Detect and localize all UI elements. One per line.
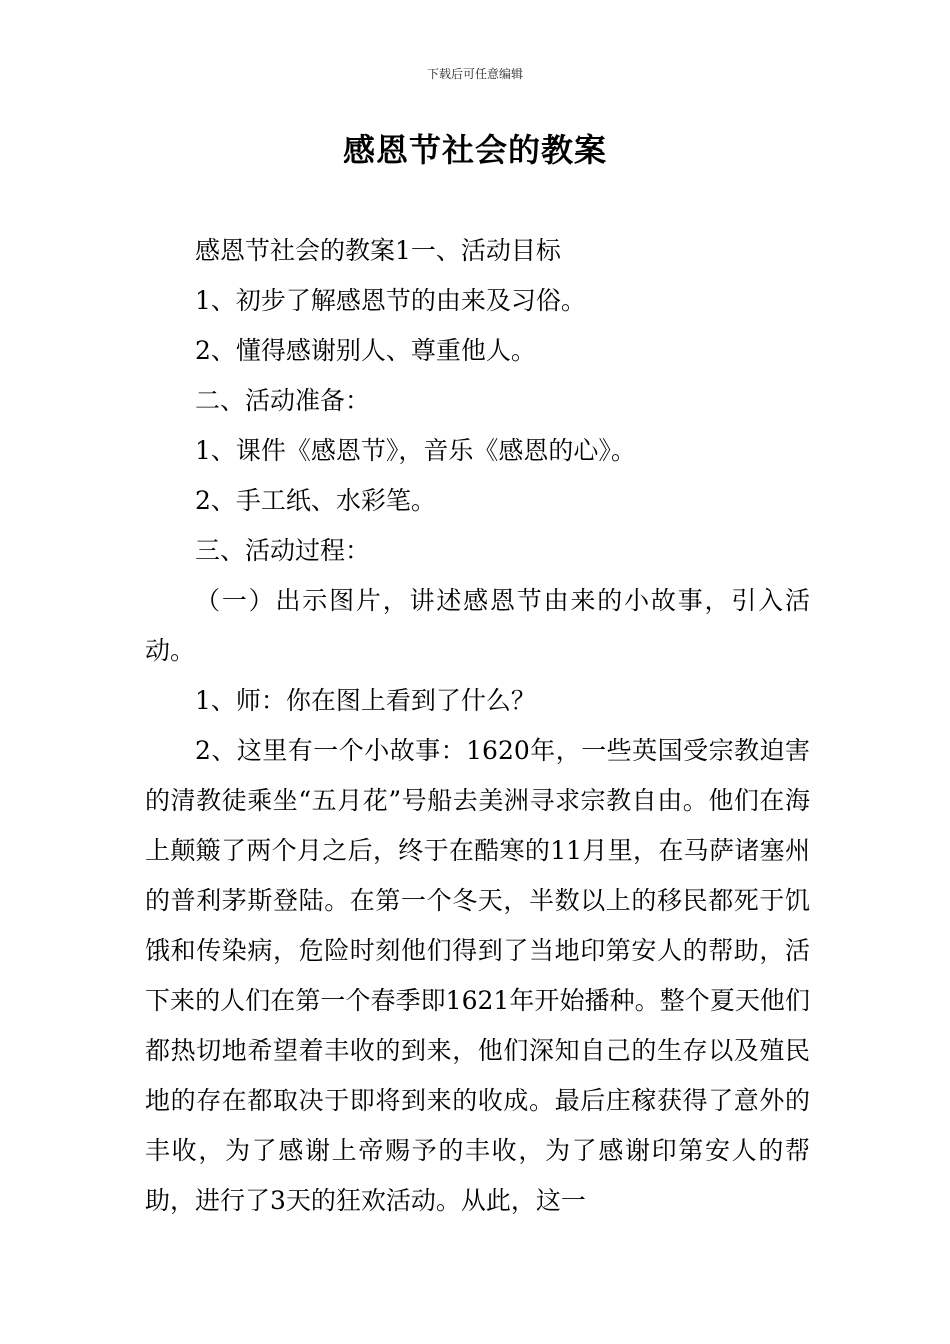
paragraph-5: 1、课件《感恩节》，音乐《感恩的心》。 bbox=[195, 436, 636, 465]
paragraph-10: 2、这里有一个小故事：1620年，一些英国受宗教迫害的清教徒乘坐“五月花”号船去美洲寻求宗教自由。他们在海上颠簸了两个月之后，终于在酷寒的11月里，在马萨诸塞州的普利茅斯登陆。在第一个冬天，半数以上的移民都死于饥饿和传染病，危险时刻他们得到了当地印第安人的帮助，活下来的人们在第一个春季即1621年开始播种。整个夏天他们都热切地希望着丰收的到来，他们深知自己的生存以及殖民地的存在都取决于即将到来的收成。最后庄稼获得了意外的丰收，为了感谢上帝赐予的丰收，为了感谢印第安人的帮助，进行了3天的狂欢活动。从此，这一 bbox=[145, 736, 810, 1215]
paragraph-9: 1、师：你在图上看到了什么？ bbox=[195, 686, 536, 715]
paragraph-2: 1、初步了解感恩节的由来及习俗。 bbox=[195, 286, 586, 315]
document-title: 感恩节社会的教案 bbox=[342, 131, 607, 169]
paragraph-4: 二、活动准备： bbox=[195, 386, 371, 415]
header-note: 下载后可任意编辑 bbox=[426, 67, 523, 81]
paragraph-7: 三、活动过程： bbox=[195, 536, 371, 565]
paragraph-3: 2、懂得感谢别人、尊重他人。 bbox=[195, 336, 536, 365]
document-body bbox=[145, 226, 810, 1226]
paragraph-6: 2、手工纸、水彩笔。 bbox=[195, 486, 436, 515]
paragraph-8: （一）出示图片，讲述感恩节由来的小故事，引入活动。 bbox=[145, 586, 810, 665]
paragraph-1: 感恩节社会的教案1一、活动目标 bbox=[195, 236, 561, 265]
